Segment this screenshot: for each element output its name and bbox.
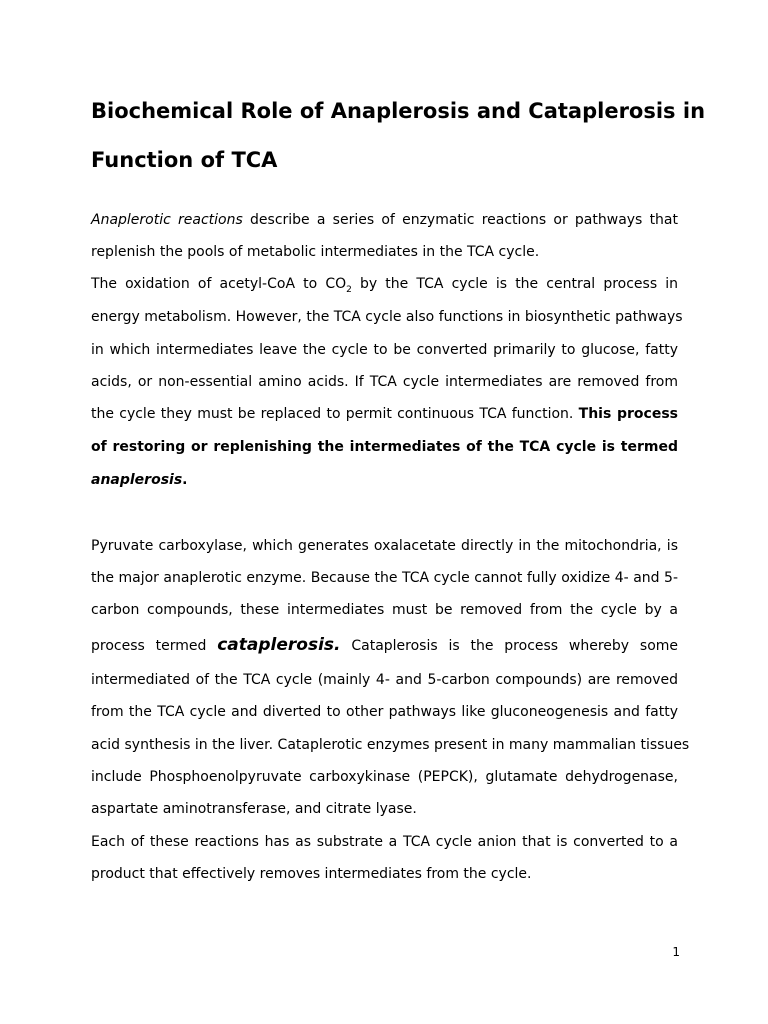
paragraph-2-line-1 <box>91 273 678 295</box>
document-title-line-2: Function of TCA <box>91 148 278 172</box>
text-span: the cycle they must be replaced to permit continuous TCA function. <box>91 406 574 422</box>
text-span: The oxidation of acetyl-CoA to CO <box>91 276 347 292</box>
text-span: process termed <box>91 638 207 654</box>
paragraph-3-line-5: intermediated of the TCA cycle (mainly 4- and 5-carbon compounds) are removed <box>91 672 678 688</box>
paragraph-3-line-2: the major anaplerotic enzyme. Because the TCA cycle cannot fully oxidize 4- and 5- <box>91 570 678 586</box>
term-anaplerosis: anaplerosis <box>91 472 183 488</box>
term-anaplerotic-reactions: Anaplerotic reactions <box>91 212 243 228</box>
text-span: . <box>182 472 188 488</box>
paragraph-3-line-1: Pyruvate carboxylase, which generates oxalacetate directly in the mitochondria, is <box>91 538 678 554</box>
paragraph-2-line-6: of restoring or replenishing the intermediates of the TCA cycle is termed <box>91 439 678 455</box>
page-number: 1 <box>672 945 680 959</box>
subscript: 2 <box>346 284 352 295</box>
paragraph-2-line-3: in which intermediates leave the cycle to be converted primarily to glucose, fatty <box>91 342 678 358</box>
paragraph-3-line-4 <box>91 634 678 657</box>
paragraph-2-line-7 <box>91 469 678 491</box>
paragraph-2-line-4: acids, or non-essential amino acids. If TCA cycle intermediates are removed from <box>91 374 678 390</box>
paragraph-3-line-8: include Phosphoenolpyruvate carboxykinase (PEPCK), glutamate dehydrogenase, <box>91 769 678 785</box>
paragraph-3-line-6: from the TCA cycle and diverted to other pathways like gluconeogenesis and fatty <box>91 704 678 720</box>
text-span: by the TCA cycle is the central process in <box>359 276 679 292</box>
paragraph-1-line-2: replenish the pools of metabolic intermediates in the TCA cycle. <box>91 244 540 260</box>
paragraph-2-line-5 <box>91 403 678 425</box>
paragraph-4-line-1: Each of these reactions has as substrate a TCA cycle anion that is converted to a <box>91 834 678 850</box>
paragraph-3-line-9: aspartate aminotransferase, and citrate lyase. <box>91 801 417 817</box>
term-cataplerosis: cataplerosis. <box>217 635 341 655</box>
paragraph-3-line-7: acid synthesis in the liver. Cataplerotic enzymes present in many mammalian tissues <box>91 737 690 753</box>
paragraph-3-line-3: carbon compounds, these intermediates must be removed from the cycle by a <box>91 602 678 618</box>
bold-text-span: This process <box>578 406 678 422</box>
paragraph-1-line-1 <box>91 209 678 231</box>
document-title-line-1: Biochemical Role of Anaplerosis and Cataplerosis in <box>91 99 706 123</box>
paragraph-4-line-2: product that effectively removes intermediates from the cycle. <box>91 866 532 882</box>
paragraph-2-line-2: energy metabolism. However, the TCA cycle also functions in biosynthetic pathways <box>91 309 683 325</box>
text-span: describe a series of enzymatic reactions or pathways that <box>250 212 679 228</box>
text-span: Cataplerosis is the process whereby some <box>351 638 679 654</box>
